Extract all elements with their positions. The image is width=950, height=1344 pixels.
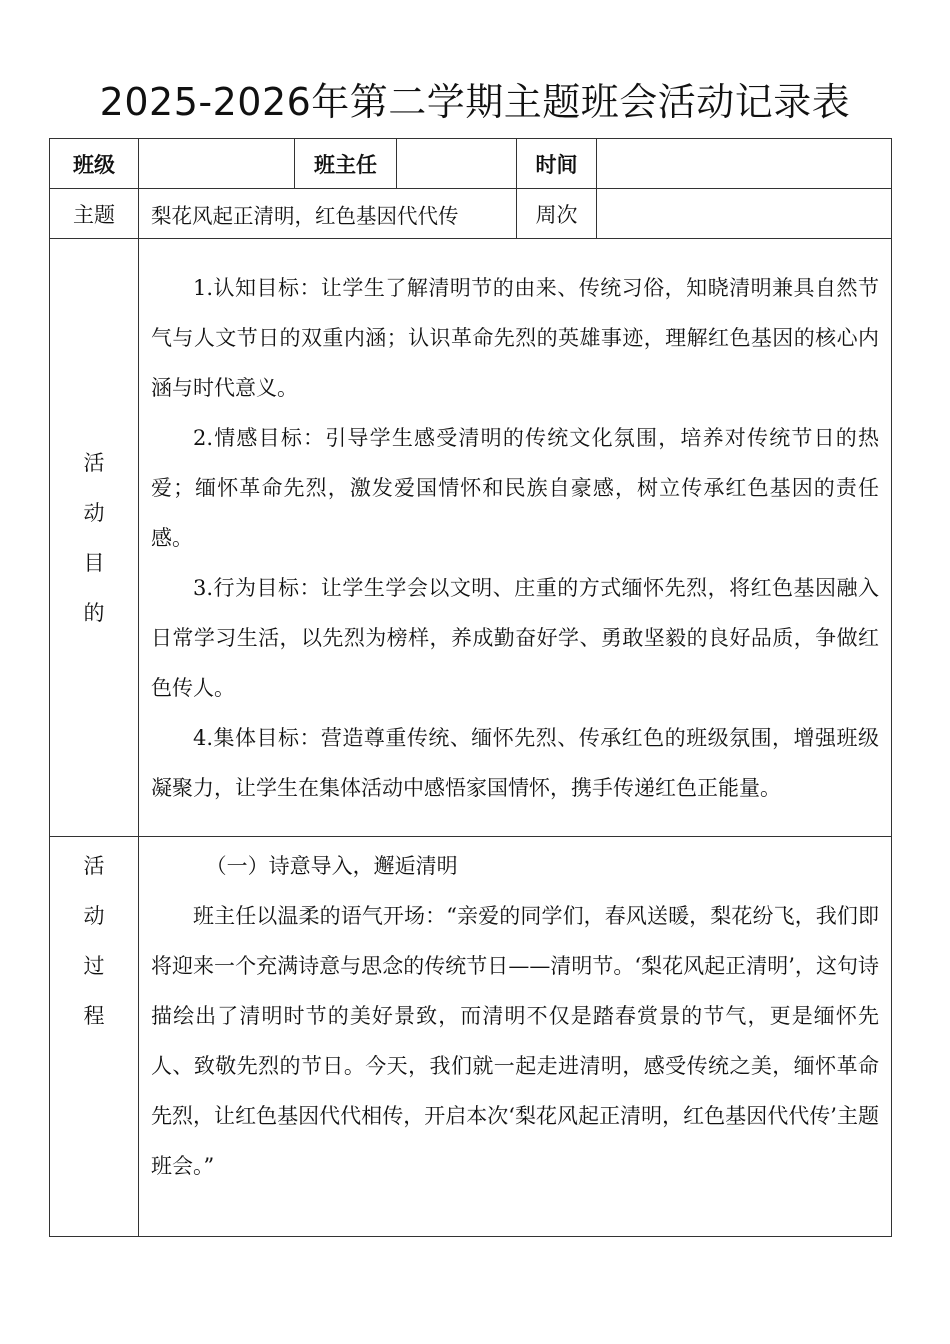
goals-label-char: 活	[83, 450, 105, 475]
theme-row	[50, 189, 892, 239]
teacher-value[interactable]	[397, 139, 517, 189]
time-value[interactable]	[597, 139, 892, 189]
process-label-char: 程	[83, 1004, 105, 1028]
week-label: 周次	[517, 189, 597, 239]
process-label-char: 动	[83, 904, 105, 928]
process-heading: （一）诗意导入，邂逅清明	[205, 854, 458, 878]
time-label: 时间	[517, 139, 597, 189]
goal-paragraph-2: 2.情感目标：引导学生感受清明的传统文化氛围，培养对传统节日的热爱；缅怀革命先烈，激发爱国情怀和民族自豪感，树立传承红色基因的责任感。	[151, 425, 879, 550]
goals-label	[50, 239, 139, 837]
goal-paragraph-4: 4.集体目标：营造尊重传统、缅怀先烈、传承红色的班级氛围，增强班级凝聚力，让学生在集体活动中感悟家国情怀，携手传递红色正能量。	[151, 725, 879, 800]
page-title: 2025-2026年第二学期主题班会活动记录表	[99, 80, 851, 124]
process-paragraph: 班主任以温柔的语气开场：“亲爱的同学们，春风送暖，梨花纷飞，我们即将迎来一个充满诗意与思念的传统节日——清明节。‘梨花风起正清明’，这句诗描绘出了清明时节的美好景致，而清明不仅是踏春赏景的节气，更是缅怀先人、致敬先烈的节日。今天，我们就一起走进清明，感受传统之美，缅怀革命先烈，让红色基因代代相传，开启本次‘梨花风起正清明，红色基因代代传’主题班会。”	[151, 904, 879, 1178]
theme-label: 主题	[50, 189, 139, 239]
goal-paragraph-1: 1.认知目标：让学生了解清明节的由来、传统习俗，知晓清明兼具自然节气与人文节日的双重内涵；认识革命先烈的英雄事迹，理解红色基因的核心内涵与时代意义。	[151, 275, 879, 400]
record-table	[49, 138, 892, 1237]
class-value[interactable]	[139, 139, 295, 189]
process-label-char: 过	[83, 954, 105, 978]
process-content	[139, 837, 892, 1237]
goal-paragraph-3: 3.行为目标：让学生学会以文明、庄重的方式缅怀先烈，将红色基因融入日常学习生活，以先烈为榜样，养成勤奋好学、勇敢坚毅的良好品质，争做红色传人。	[151, 575, 879, 700]
process-label-char: 活	[83, 854, 105, 878]
teacher-label: 班主任	[295, 139, 397, 189]
process-label	[50, 837, 139, 1237]
week-value[interactable]	[597, 189, 892, 239]
class-label: 班级	[50, 139, 139, 189]
goals-label-char: 动	[83, 500, 105, 525]
goals-row	[50, 239, 892, 837]
goals-label-char: 的	[83, 600, 105, 625]
process-row	[50, 837, 892, 1237]
goals-label-char: 目	[83, 550, 105, 575]
theme-value: 梨花风起正清明，红色基因代代传	[139, 189, 517, 239]
header-row	[50, 139, 892, 189]
goals-content	[139, 239, 892, 837]
